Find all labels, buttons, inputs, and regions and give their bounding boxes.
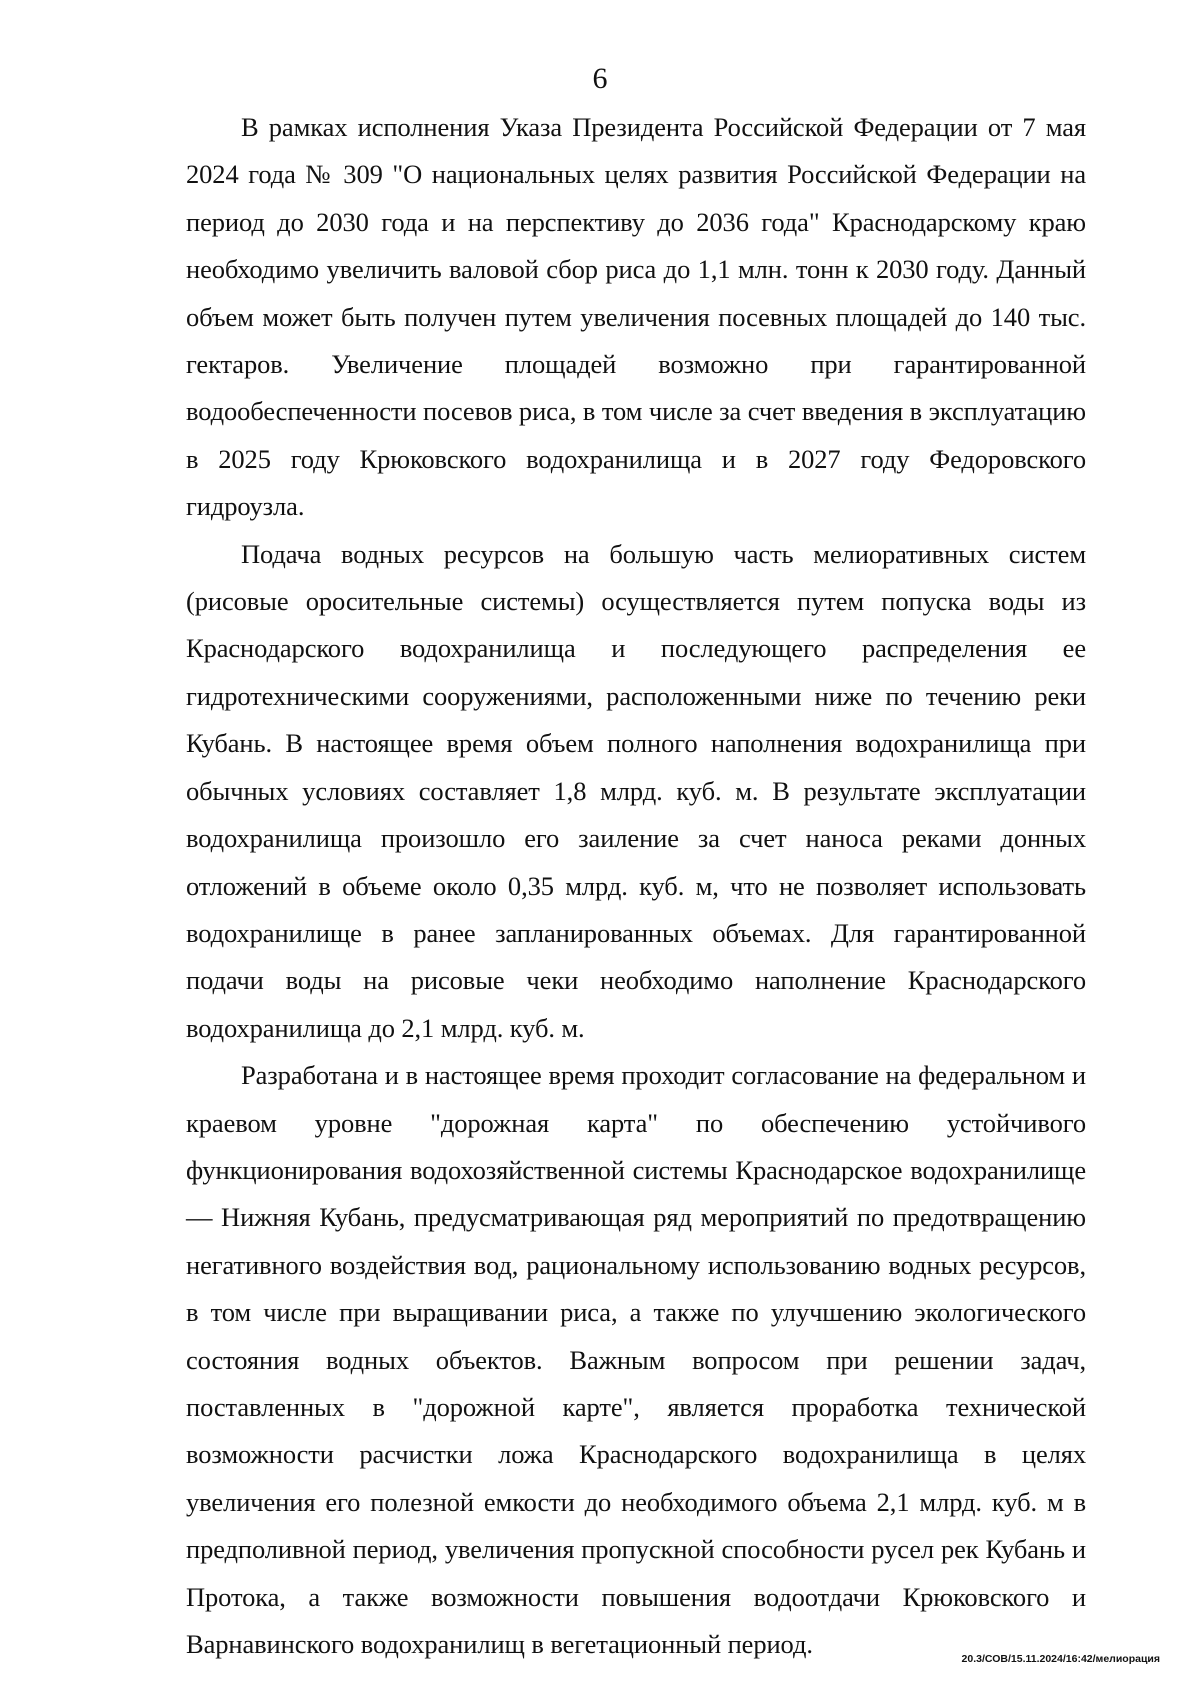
paragraph-roadmap: Разработана и в настоящее время проходит согласование на федеральном и краевом уровне "дорожная карта" по обеспечению устойчивого функционирования водохозяйственной системы Краснодарское водохранилище — Нижняя Кубань, предусматривающая ряд мероприятий по предотвращению негативного воздействия вод, рациональному использованию водных ресурсов, в том числе при выращивании риса, а также по улучшению экологического состояния водных объектов. Важным вопросом при решении задач, поставленных в "дорожной карте", является проработка технической возможности расчистки ложа Краснодарского водохранилища в целях увеличения его полезной емкости до необходимого объема 2,1 млрд. куб. м в предполивной период, увеличения пропускной способности русел рек Кубань и Протока, а также возможности повышения водоотдачи Крюковского и Варнавинского водохранилищ в вегетационный период. [186,1060,1086,1659]
paragraph-rice-harvest-target: В рамках исполнения Указа Президента Российской Федерации от 7 мая 2024 года № 309 "О национальных целях развития Российской Федерации на период до 2030 года и на перспективу до 2036 года" Краснодарскому краю необходимо увеличить валовой сбор риса до 1,1 млн. тонн к 2030 году. Данный объем может быть получен путем увеличения посевных площадей до 140 тыс. гектаров. Увеличение площадей возможно при гарантированной водообеспеченности посевов риса, в том числе за счет введения в эксплуатацию в 2025 году Крюковского водохранилища и в 2027 году Федоровского гидроузла. [186,112,1086,522]
document-body [186,104,1086,1668]
page-number: 6 [592,62,608,95]
paragraph-water-supply: Подача водных ресурсов на большую часть мелиоративных систем (рисовые оросительные системы) осуществляется путем попуска воды из Краснодарского водохранилища и последующего распределения ее гидротехническими сооружениями, расположенными ниже по течению реки Кубань. В настоящее время объем полного наполнения водохранилища при обычных условиях составляет 1,8 млрд. куб. м. В результате эксплуатации водохранилища произошло его заиление за счет наноса реками донных отложений в объеме около 0,35 млрд. куб. м, что не позволяет использовать водохранилище в ранее запланированных объемах. Для гарантированной подачи воды на рисовые чеки необходимо наполнение Краснодарского водохранилища до 2,1 млрд. куб. м. [186,538,1086,1043]
document-footer-code: 20.3/СОВ/15.11.2024/16:42/мелиорация [961,1653,1160,1665]
